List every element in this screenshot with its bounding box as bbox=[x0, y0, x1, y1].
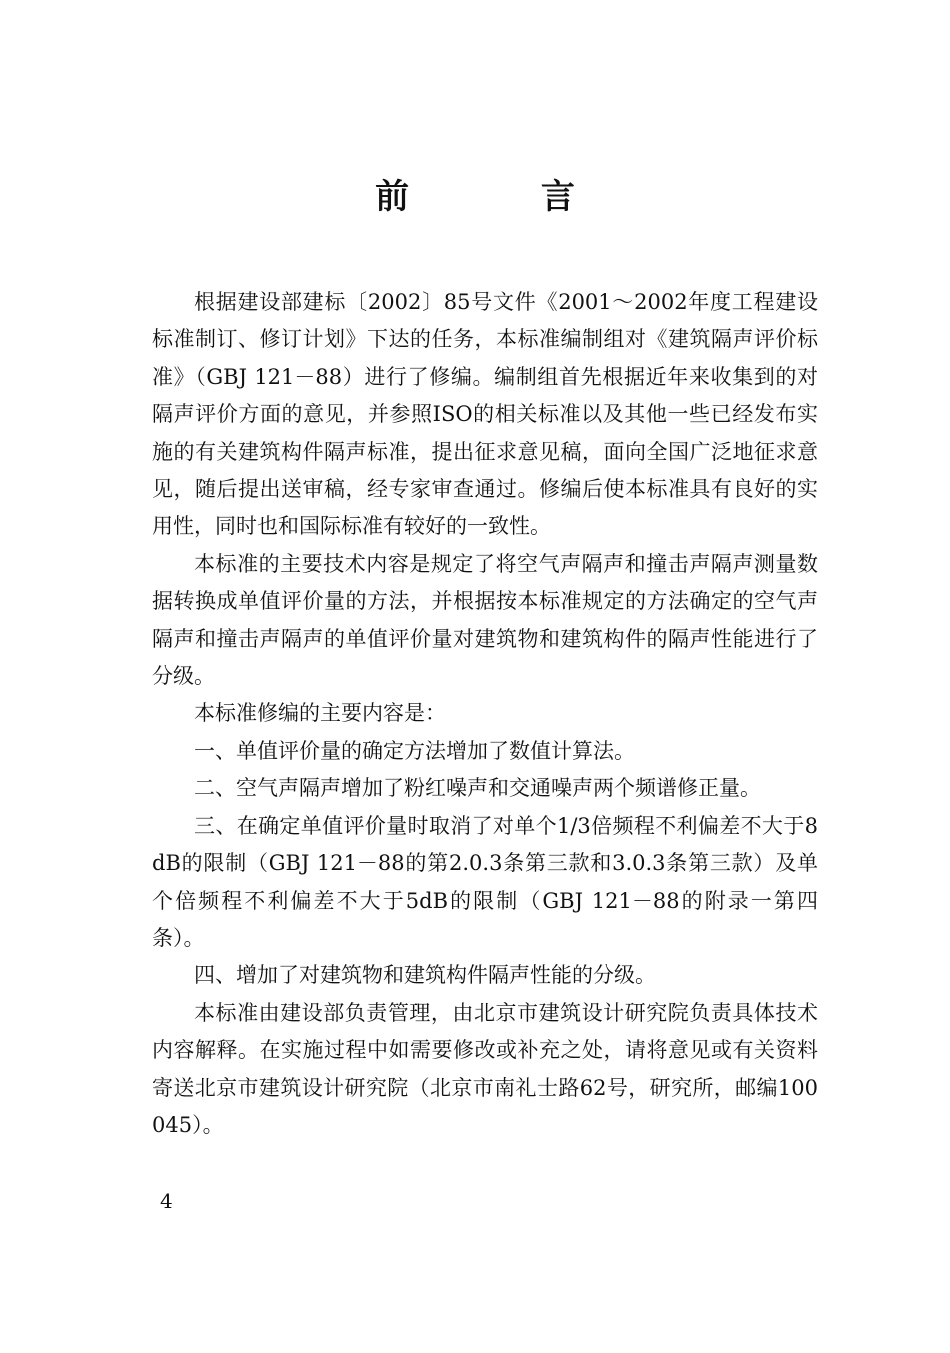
paragraph-background: 根据建设部建标〔2002〕85号文件《2001～2002年度工程建设标准制订、修订计划》下达的任务，本标准编制组对《建筑隔声评价标准》（GBJ 121－88）进行了修编。编制组首先根据近年来收集到的对隔声评价方面的意见，并参照ISO的相关标准以及其他一些已经发布实施的有关建筑构件隔声标准，提出征求意见稿，面向全国广泛地征求意见，随后提出送审稿，经专家审查通过。修编后使本标准具有良好的实用性，同时也和国际标准有较好的一致性。 bbox=[152, 290, 818, 539]
preface-body bbox=[152, 284, 818, 1144]
page-title: 前 言 bbox=[375, 177, 635, 217]
paragraph-management: 本标准由建设部负责管理，由北京市建筑设计研究院负责具体技术内容解释。在实施过程中如需要修改或补充之处，请将意见或有关资料寄送北京市建筑设计研究院（北京市南礼士路62号，研究所，邮编100045）。 bbox=[152, 1000, 818, 1137]
paragraph-revision-item-3: 三、在确定单值评价量时取消了对单个1/3倍频程不利偏差不大于8dB的限制（GBJ 121－88的第2.0.3条第三款和3.0.3条第三款）及单个倍频程不利偏差不大于5dB的限制（GBJ 121－88的附录一第四条）。 bbox=[152, 813, 818, 950]
page-number: 4 bbox=[160, 1189, 173, 1213]
paragraph-revision-item-4: 四、增加了对建筑物和建筑构件隔声性能的分级。 bbox=[194, 963, 656, 988]
paragraph-technical-content: 本标准的主要技术内容是规定了将空气声隔声和撞击声隔声测量数据转换成单值评价量的方法，并根据按本标准规定的方法确定的空气声隔声和撞击声隔声的单值评价量对建筑物和建筑构件的隔声性能进行了分级。 bbox=[152, 551, 818, 689]
paragraph-revision-item-1: 一、单值评价量的确定方法增加了数值计算法。 bbox=[194, 738, 635, 763]
paragraph-revision-item-2: 二、空气声隔声增加了粉红噪声和交通噪声两个频谱修正量。 bbox=[194, 776, 761, 801]
paragraph-revision-intro: 本标准修编的主要内容是： bbox=[194, 701, 446, 726]
